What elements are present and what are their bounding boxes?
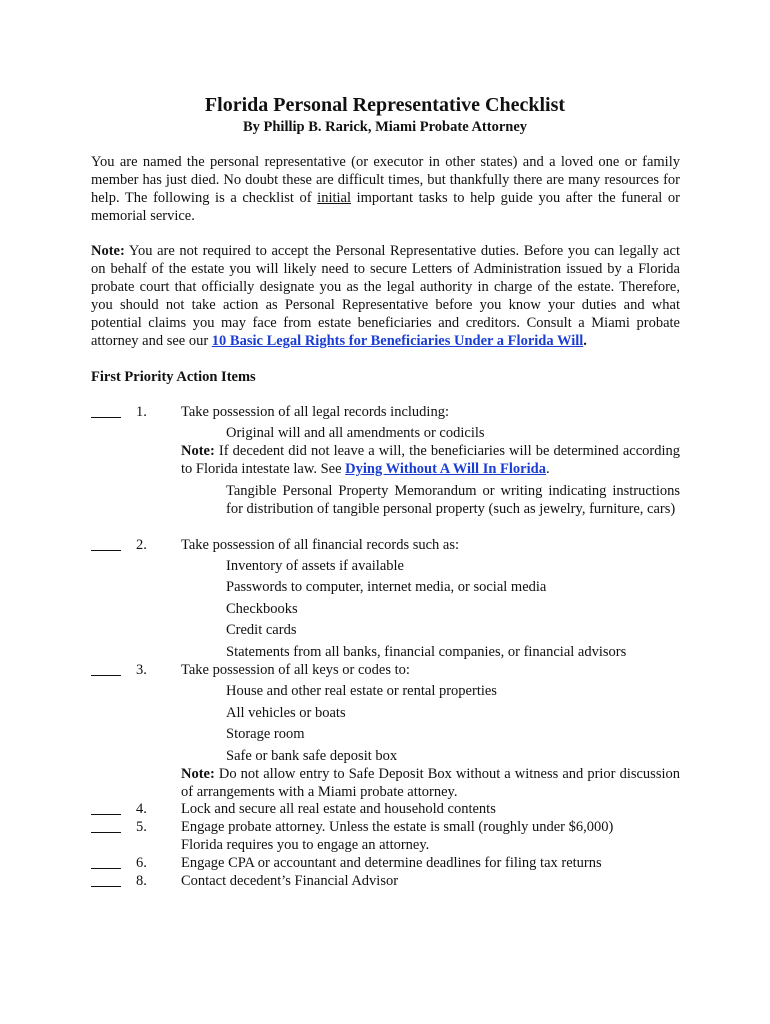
- item-number: 3.: [136, 662, 147, 678]
- item-text: Take possession of all legal records including:: [181, 404, 449, 420]
- checkbox-blank-line[interactable]: [91, 886, 121, 887]
- section-heading: First Priority Action Items: [91, 369, 256, 385]
- checkbox-blank-line[interactable]: [91, 832, 121, 833]
- item-note-label: Note:: [181, 766, 215, 782]
- item-number: 4.: [136, 801, 147, 817]
- sub-item-text: Safe or bank safe deposit box: [226, 748, 398, 764]
- note-paragraph: [91, 242, 680, 350]
- beneficiary-rights-link[interactable]: 10 Basic Legal Rights for Beneficiaries Under a Florida Will: [211, 333, 584, 349]
- sub-item-text: Passwords to computer, internet media, or social media: [226, 579, 547, 595]
- sub-item-text: All vehicles or boats: [226, 705, 346, 721]
- item-note-text: If decedent did not leave a will, the beneficiaries will be determined according to Florida intestate law. See: [181, 443, 680, 477]
- item-note-text: Do not allow entry to Safe Deposit Box without a witness and prior discussion of arrangements with a Miami probate attorney.: [181, 766, 680, 800]
- sub-item-text: Tangible Personal Property Memorandum or writing indicating instructions for distribution of tangible personal property (such as jewelry, furniture, cars): [226, 483, 680, 517]
- intro-underlined-word: initial: [317, 190, 352, 206]
- item-number: 8.: [136, 873, 147, 889]
- item-note: [181, 442, 680, 478]
- sub-item-text: Original will and all amendments or codicils: [226, 425, 485, 441]
- item-note-label: Note:: [181, 443, 215, 459]
- item-text: Take possession of all keys or codes to:: [181, 662, 410, 678]
- item-number: 1.: [136, 404, 147, 420]
- intro-paragraph: [91, 153, 680, 225]
- item-text-continued: Florida requires you to engage an attorney.: [181, 837, 430, 853]
- item-text: Take possession of all financial records such as:: [181, 537, 460, 553]
- checkbox-blank-line[interactable]: [91, 868, 121, 869]
- item-text: Engage CPA or accountant and determine deadlines for filing tax returns: [181, 855, 602, 871]
- sub-item-text: Storage room: [226, 726, 305, 742]
- checkbox-blank-line[interactable]: [91, 814, 121, 815]
- sub-item-text: Statements from all banks, financial companies, or financial advisors: [226, 644, 627, 660]
- intestate-link[interactable]: Dying Without A Will In Florida: [345, 461, 546, 477]
- checkbox-blank-line[interactable]: [91, 675, 121, 676]
- sub-item-text: Credit cards: [226, 622, 297, 638]
- sub-item-text: Checkbooks: [226, 601, 298, 617]
- checkbox-blank-line[interactable]: [91, 417, 121, 418]
- checkbox-blank-line[interactable]: [91, 550, 121, 551]
- item-text: Contact decedent’s Financial Advisor: [181, 873, 399, 889]
- document-byline: By Phillip B. Rarick, Miami Probate Attorney: [242, 119, 528, 135]
- item-text: Engage probate attorney. Unless the estate is small (roughly under $6,000): [181, 819, 614, 835]
- intro-text-b: important tasks to help guide you after the funeral or memorial service.: [91, 190, 680, 224]
- sub-item-text: House and other real estate or rental properties: [226, 683, 497, 699]
- note-text: You are not required to accept the Personal Representative duties. Before you can legally act on behalf of the estate you will likely need to secure Letters of Administration issued by a Florida probate court that officially designate you as the legal authority in charge of the estate. Therefore, you should not take action as Personal Representative before you know your duties and what potential claims you may face from estate beneficiaries and creditors. Consult a Miami probate attorney and see our: [91, 243, 680, 349]
- item-text: Lock and secure all real estate and household contents: [181, 801, 496, 817]
- sub-item-text: Inventory of assets if available: [226, 558, 404, 574]
- item-number: 5.: [136, 819, 147, 835]
- item-number: 2.: [136, 537, 147, 553]
- note-label: Note:: [91, 243, 125, 259]
- item-note: [181, 765, 680, 801]
- document-title: Florida Personal Representative Checklist: [204, 94, 566, 116]
- item-number: 6.: [136, 855, 147, 871]
- intro-text-a: You are named the personal representative (or executor in other states) and a loved one or family member has just died. No doubt these are difficult times, but thankfully there are many resources for help. The following is a checklist of: [91, 154, 680, 206]
- item-note-end: .: [545, 461, 550, 477]
- note-end: .: [583, 333, 587, 349]
